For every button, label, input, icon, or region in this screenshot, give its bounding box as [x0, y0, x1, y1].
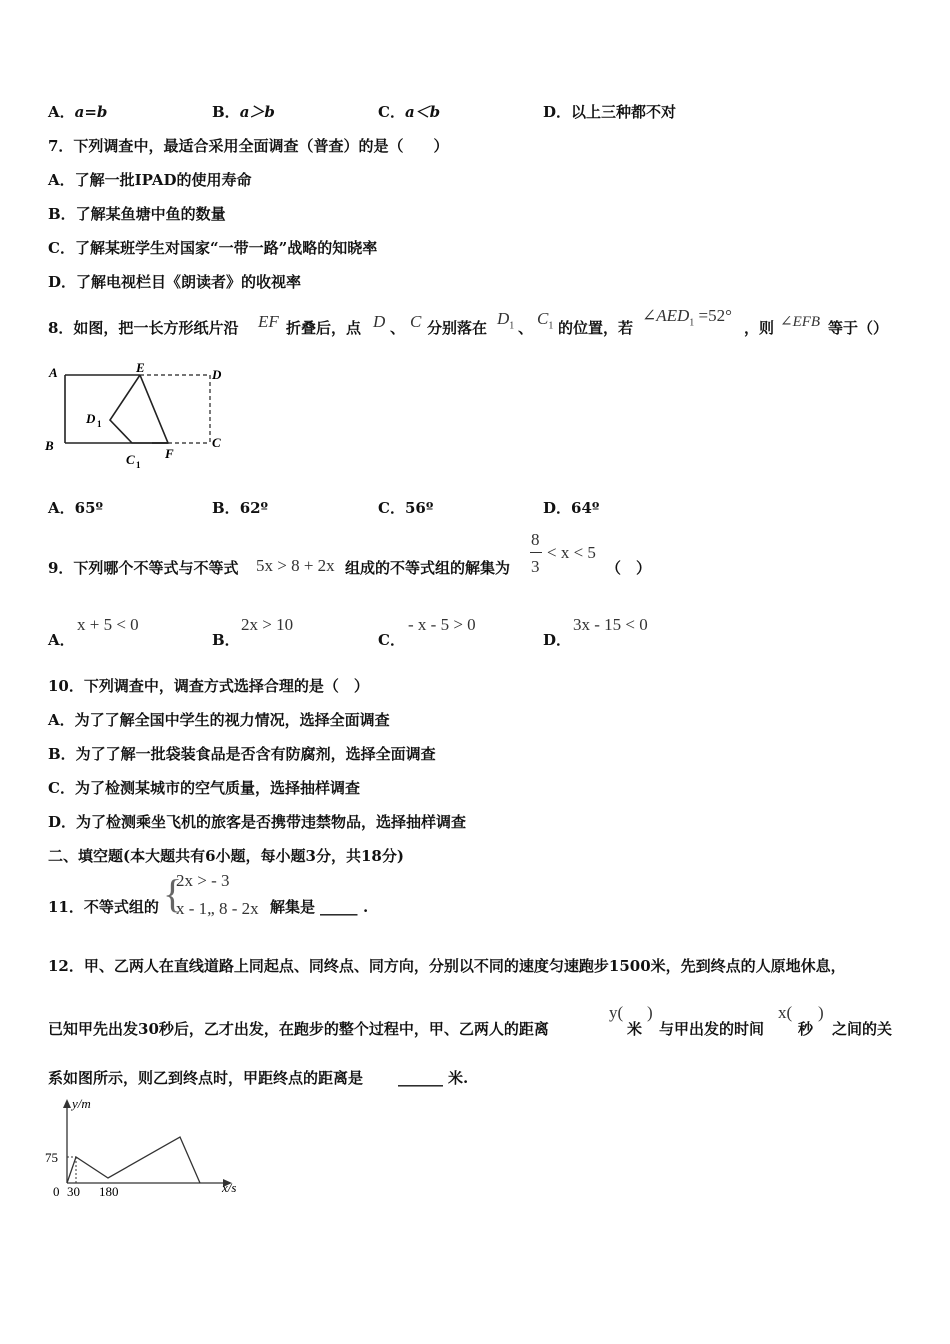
- stem-text: 、: [390, 319, 406, 337]
- stem-text: 11．不等式组的: [48, 898, 159, 916]
- option-letter: A．: [48, 103, 75, 121]
- stem-text: 组成的不等式组的解集为: [345, 559, 511, 577]
- option-letter: C．: [378, 103, 405, 121]
- label-e: E: [136, 360, 145, 375]
- y-symbol: y(: [609, 1003, 624, 1022]
- option-letter: C．: [378, 499, 405, 517]
- stem-text: ，则: [744, 319, 775, 337]
- q8-folded-rectangle-figure: [40, 355, 240, 480]
- q9-option-c-letter: C．: [378, 631, 405, 649]
- q9-option-d-math: 3x - 15 < 0: [573, 615, 648, 634]
- x-tick-180: 180: [99, 1184, 119, 1199]
- q12-line-1: 12．甲、乙两人在直线道路上同起点、同终点、同方向，分别以不同的速度匀速跑步1500米，先到终点的人原地休息，: [48, 957, 846, 975]
- math-angle-efb: ∠EFB: [780, 314, 821, 330]
- label-f: F: [165, 446, 174, 461]
- q8-option-b: [212, 498, 268, 518]
- option-letter: A．: [48, 499, 75, 517]
- label-d: D: [212, 367, 222, 382]
- math-text: =52°: [698, 306, 732, 325]
- stem-text: 的位置，若: [558, 319, 634, 337]
- option-text: 56º: [404, 499, 434, 517]
- math-text: C: [537, 309, 549, 328]
- math-angle-aed1: [642, 306, 732, 328]
- stem-text: .: [363, 898, 369, 916]
- math-c: C: [410, 312, 422, 331]
- q9-option-b-math: 2x > 10: [241, 615, 294, 634]
- option-text: 64º: [571, 499, 600, 517]
- math-text: ∠AED: [642, 306, 690, 325]
- label-c1-sub: 1: [136, 460, 141, 470]
- q9-option-d-letter: D．: [543, 631, 572, 649]
- label-d1-sub: 1: [97, 419, 102, 429]
- q6-option-a: [48, 102, 107, 122]
- frac-numerator: 8: [531, 530, 540, 549]
- q7-option-d: D．了解电视栏目《朗读者》的收视率: [48, 273, 302, 291]
- system-line-2: x - 1„ 8 - 2x: [176, 899, 259, 918]
- math-inequality: 5x > 8 + 2x: [256, 556, 335, 575]
- label-c1: C: [126, 452, 135, 467]
- option-text: 62º: [239, 499, 269, 517]
- option-letter: D．: [543, 499, 572, 517]
- stem-text: 之间的关: [832, 1020, 893, 1038]
- answer-blank[interactable]: ______: [398, 1069, 443, 1087]
- q8-option-c: [378, 498, 433, 518]
- option-letter: B．: [212, 103, 240, 121]
- y-axis-label: y/m: [72, 1096, 91, 1111]
- option-text: a=b: [74, 103, 108, 121]
- label-b: B: [45, 438, 54, 453]
- math-d: D: [373, 312, 386, 331]
- folded-flap: [110, 375, 168, 443]
- distance-line: [67, 1137, 200, 1183]
- q6-option-d: [543, 102, 676, 122]
- unit-text: 秒: [798, 1020, 814, 1038]
- q10-option-d: D．为了检测乘坐飞机的旅客是否携带违禁物品，选择抽样调查: [48, 813, 467, 831]
- option-text: a＞b: [239, 103, 275, 121]
- y-tick-75: 75: [45, 1150, 58, 1165]
- stem-text: 等于（）: [828, 319, 889, 337]
- math-sub: 1: [509, 320, 515, 332]
- q6-option-b: [212, 102, 275, 122]
- q10-option-a: A．为了了解全国中学生的视力情况，选择全面调查: [48, 711, 390, 729]
- q7-stem: 7．下列调查中，最适合采用全面调查（普查）的是（ ）: [48, 137, 449, 155]
- q7-option-a: A．了解一批IPAD的使用寿命: [48, 171, 252, 189]
- x-axis-label: x/s: [222, 1180, 237, 1195]
- q9-option-a-math: x + 5 < 0: [77, 615, 139, 634]
- option-text: 65º: [74, 499, 104, 517]
- math-text: D: [497, 309, 510, 328]
- q8-option-d: [543, 498, 599, 518]
- label-a: A: [49, 365, 58, 380]
- stem-text: 8．如图，把一长方形纸片沿: [48, 319, 239, 337]
- answer-blank[interactable]: _____: [320, 898, 358, 916]
- q7-option-b: B．了解某鱼塘中鱼的数量: [48, 205, 226, 223]
- q9-option-a-letter: A．: [48, 631, 75, 649]
- q9-option-c-math: - x - 5 > 0: [408, 615, 476, 634]
- stem-text: 系如图所示，则乙到终点时，甲距终点的距离是: [48, 1069, 364, 1087]
- math-ef: EF: [258, 312, 279, 331]
- stem-text: 9．下列哪个不等式与不等式: [48, 559, 239, 577]
- math-sub: 1: [548, 320, 554, 332]
- q10-option-b: B．为了了解一批袋装食品是否含有防腐剂，选择全面调查: [48, 745, 436, 763]
- y-axis-arrow: [63, 1099, 71, 1108]
- x-tick-30: 30: [67, 1184, 80, 1199]
- stem-text: 折叠后，点: [286, 319, 362, 337]
- frac-denominator: 3: [531, 557, 540, 576]
- system-line-1: 2x > - 3: [176, 871, 230, 890]
- q10-option-c: C．为了检测某城市的空气质量，选择抽样调查: [48, 779, 360, 797]
- brace: {: [163, 871, 183, 916]
- math-d1: [497, 309, 514, 331]
- math-sub: 1: [689, 317, 695, 329]
- q9-option-b-letter: B．: [212, 631, 240, 649]
- section-title: 二、填空题(本大题共有6小题，每小题3分，共18分): [48, 847, 404, 865]
- q10-stem: 10．下列调查中，调查方式选择合理的是（ ）: [48, 677, 369, 695]
- q8-option-a: [48, 498, 103, 518]
- option-text: a＜b: [404, 103, 441, 121]
- math-range: < x < 5: [547, 543, 596, 562]
- math-c1: [537, 309, 553, 331]
- option-letter: B．: [212, 499, 240, 517]
- x-symbol: x(: [778, 1003, 793, 1022]
- stem-text: 已知甲先出发30秒后，乙才出发，在跑步的整个过程中，甲、乙两人的距离: [48, 1020, 549, 1038]
- option-letter: D．: [543, 103, 572, 121]
- label-c: C: [212, 435, 221, 450]
- q12-distance-time-graph: [40, 1095, 250, 1205]
- frac-bar: [530, 552, 542, 553]
- paren-close: ): [647, 1003, 653, 1022]
- stem-text: 分别落在: [427, 319, 488, 337]
- stem-text: （ ）: [606, 559, 652, 577]
- stem-text: 解集是: [270, 898, 316, 916]
- q6-option-c: [378, 102, 440, 122]
- x-tick-0: 0: [53, 1184, 60, 1199]
- label-d1: D: [86, 411, 96, 426]
- unit-text: 米: [627, 1020, 643, 1038]
- paren-close: ): [818, 1003, 824, 1022]
- q7-option-c: C．了解某班学生对国家“一带一路”战略的知晓率: [48, 239, 378, 257]
- option-text: 以上三种都不对: [571, 103, 677, 121]
- stem-text: 米.: [448, 1069, 469, 1087]
- stem-text: 与甲出发的时间: [659, 1020, 765, 1038]
- stem-text: 、: [518, 319, 534, 337]
